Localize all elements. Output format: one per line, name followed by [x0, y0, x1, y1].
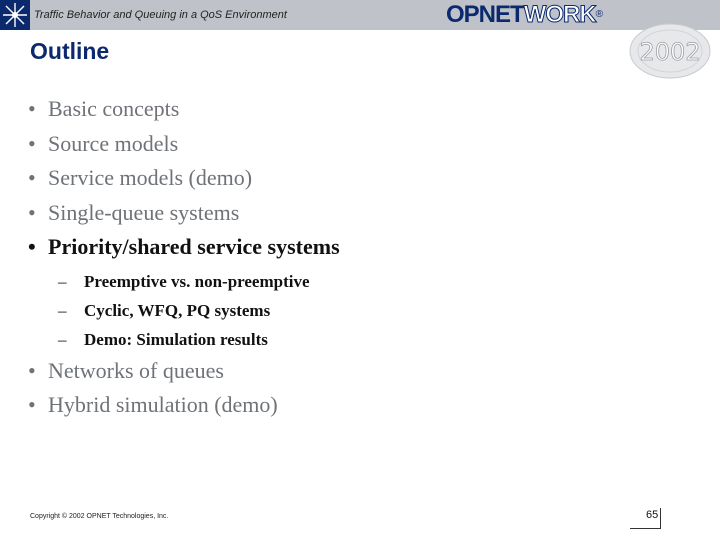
presentation-title: Traffic Behavior and Queuing in a QoS Environment — [34, 9, 287, 21]
bullet-text: Service models (demo) — [48, 165, 253, 190]
bullet-text: Hybrid simulation (demo) — [48, 392, 278, 417]
bullet-text: Source models — [48, 130, 179, 156]
bullet-glyph: • — [28, 234, 36, 259]
registered-mark: ® — [595, 9, 603, 20]
bullet-item — [28, 161, 340, 196]
sub-bullet-item — [58, 325, 340, 354]
slide-title: Outline — [30, 38, 110, 64]
opnetwork-logo — [446, 2, 620, 28]
starburst-logo-icon — [0, 0, 30, 30]
bullet-text: Priority/shared service systems — [48, 234, 340, 259]
copyright-notice: Copyright © 2002 OPNET Technologies, Inc. — [30, 513, 169, 520]
dash-glyph: – — [58, 300, 67, 320]
sub-bullet-list — [58, 267, 340, 354]
bullet-glyph: • — [28, 130, 36, 156]
year-2002-badge — [628, 22, 712, 80]
bullet-item — [28, 127, 340, 162]
dash-glyph: – — [58, 271, 67, 291]
logo-suffix: WORK — [523, 1, 596, 28]
sub-bullet-text: Demo: Simulation results — [84, 329, 268, 349]
bullet-glyph: • — [28, 392, 36, 417]
bullet-item-active — [28, 230, 340, 354]
bullet-item — [28, 354, 340, 389]
bullet-text: Networks of queues — [48, 357, 224, 383]
page-number: 65 — [646, 509, 659, 521]
year-text: 2002 — [639, 38, 701, 66]
bullet-item — [28, 388, 340, 423]
sub-bullet-item — [58, 296, 340, 325]
sub-bullet-item — [58, 267, 340, 296]
bullet-glyph: • — [28, 96, 36, 121]
bullet-glyph: • — [28, 199, 36, 225]
bullet-text: Single-queue systems — [48, 199, 240, 225]
dash-glyph: – — [58, 329, 67, 349]
bullet-list — [28, 92, 340, 423]
bullet-glyph: • — [28, 165, 36, 190]
bullet-item — [28, 92, 340, 127]
sub-bullet-text: Preemptive vs. non-preemptive — [84, 271, 310, 291]
bullet-glyph: • — [28, 357, 36, 383]
bullet-item — [28, 196, 340, 231]
logo-prefix: OPNET — [446, 1, 524, 28]
bullet-text: Basic concepts — [48, 96, 180, 121]
sub-bullet-text: Cyclic, WFQ, PQ systems — [84, 300, 271, 320]
